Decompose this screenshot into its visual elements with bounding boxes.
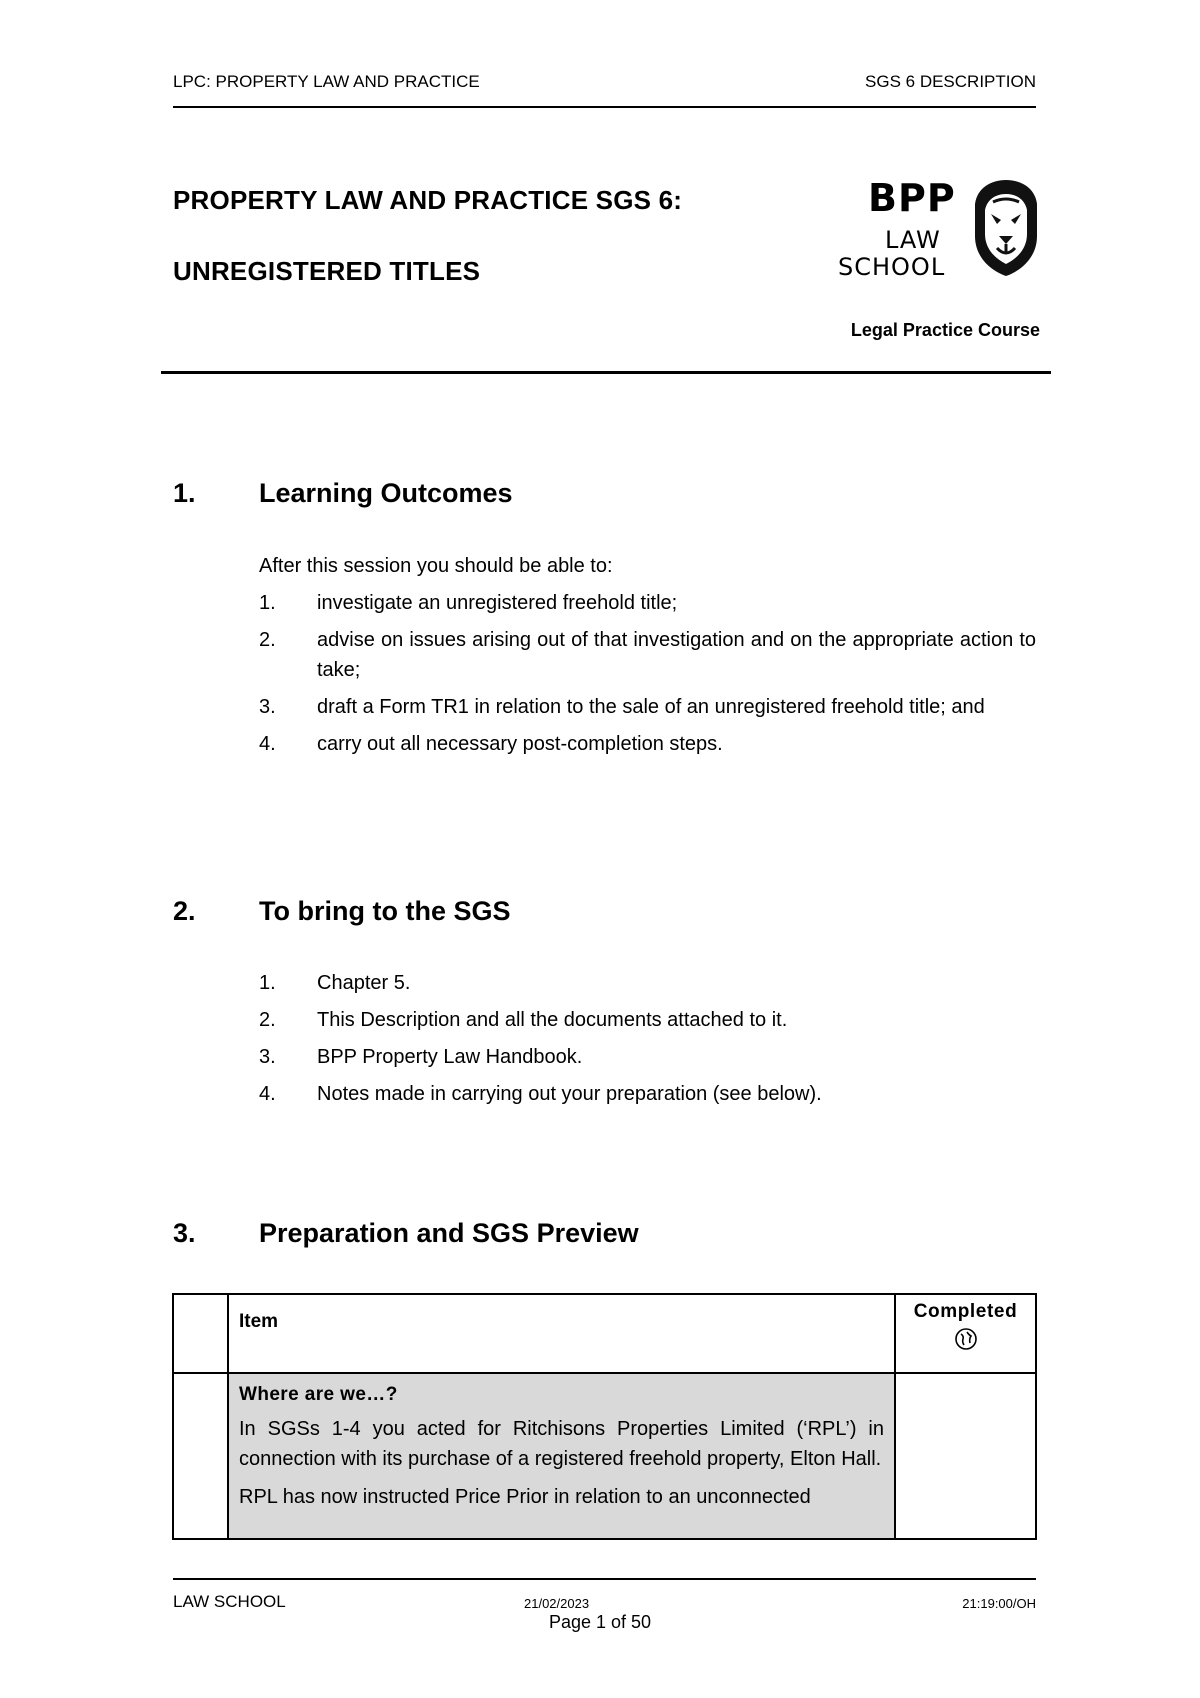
logo-school: SCHOOL: [838, 253, 946, 281]
table-cell-item: [228, 1373, 895, 1539]
list-item: [259, 1079, 1036, 1109]
list-item-number: 3.: [259, 696, 276, 718]
document-title: [173, 185, 682, 287]
list-item-number: 2.: [259, 629, 276, 651]
header-document-name: SGS 6 DESCRIPTION: [865, 72, 1036, 91]
section-number: 1.: [173, 478, 196, 508]
list-item-number: 4.: [259, 733, 276, 755]
section-number: 2.: [173, 896, 196, 926]
to-bring-list: [259, 968, 1036, 1116]
list-item-text: carry out all necessary post-completion steps.: [317, 733, 723, 755]
table-header-completed: [895, 1294, 1036, 1373]
table-cell-completed: [895, 1373, 1036, 1539]
table-header-item: Item: [228, 1294, 895, 1373]
learning-outcomes-intro: After this session you should be able to:: [259, 555, 613, 577]
list-item-number: 4.: [259, 1083, 276, 1105]
list-item-text: investigate an unregistered freehold title;: [317, 592, 678, 614]
row-subheading: Where are we…?: [239, 1384, 398, 1405]
section-number: 3.: [173, 1218, 196, 1248]
title-line-1: PROPERTY LAW AND PRACTICE SGS 6:: [173, 185, 683, 215]
header-course-name: LPC: PROPERTY LAW AND PRACTICE: [173, 72, 480, 91]
logo-brand: BPP: [868, 176, 956, 220]
preparation-table: [172, 1293, 1037, 1540]
list-item: [259, 588, 1036, 618]
list-item-text: Chapter 5.: [317, 972, 411, 994]
list-item: [259, 729, 1036, 759]
list-item: [259, 692, 1036, 722]
section-title: Learning Outcomes: [259, 478, 513, 508]
list-item-text: This Description and all the documents attached to it.: [317, 1009, 788, 1031]
list-item-number: 2.: [259, 1009, 276, 1031]
page-number: Page 1 of 50: [548, 1612, 652, 1632]
table-cell: [173, 1294, 228, 1373]
logo-law: LAW: [885, 226, 941, 254]
bpp-law-school-logo: [838, 176, 1038, 285]
section-title: To bring to the SGS: [259, 896, 511, 926]
list-item-text: draft a Form TR1 in relation to the sale of an unregistered freehold title; and: [317, 696, 985, 718]
list-item-number: 1.: [259, 972, 276, 994]
list-item-number: 1.: [259, 592, 276, 614]
footer-time: 21:19:00/OH: [962, 1596, 1036, 1611]
globe-icon: [954, 1327, 978, 1351]
table-row: [173, 1373, 1036, 1539]
list-item-number: 3.: [259, 1046, 276, 1068]
course-label: Legal Practice Course: [850, 320, 1040, 340]
table-header-row: [173, 1294, 1036, 1373]
lion-head-icon: [973, 178, 1039, 278]
title-divider: [161, 371, 1051, 374]
table-cell: [173, 1373, 228, 1539]
completed-label: Completed: [913, 1301, 1018, 1322]
list-item: [259, 625, 1036, 685]
running-header: [173, 72, 1036, 108]
list-item: [259, 1042, 1036, 1072]
footer-divider: [173, 1578, 1036, 1580]
list-item: [259, 968, 1036, 998]
list-item-text: BPP Property Law Handbook.: [317, 1046, 583, 1068]
section-title: Preparation and SGS Preview: [259, 1218, 639, 1248]
list-item: [259, 1005, 1036, 1035]
list-item-text: advise on issues arising out of that investigation and on the appropriate action to take;: [317, 629, 1036, 681]
learning-outcomes-list: [259, 588, 1036, 766]
list-item-text: Notes made in carrying out your preparation (see below).: [317, 1083, 822, 1105]
title-line-2: UNREGISTERED TITLES: [173, 256, 481, 286]
footer-school: LAW SCHOOL: [173, 1592, 286, 1611]
footer-date: 21/02/2023: [524, 1596, 590, 1611]
row-paragraph: RPL has now instructed Price Prior in relation to an unconnected: [239, 1486, 811, 1508]
row-paragraph: In SGSs 1-4 you acted for Ritchisons Properties Limited (‘RPL’) in connection with its purchase of a registered freehold property, Elton Hall.: [239, 1418, 884, 1470]
